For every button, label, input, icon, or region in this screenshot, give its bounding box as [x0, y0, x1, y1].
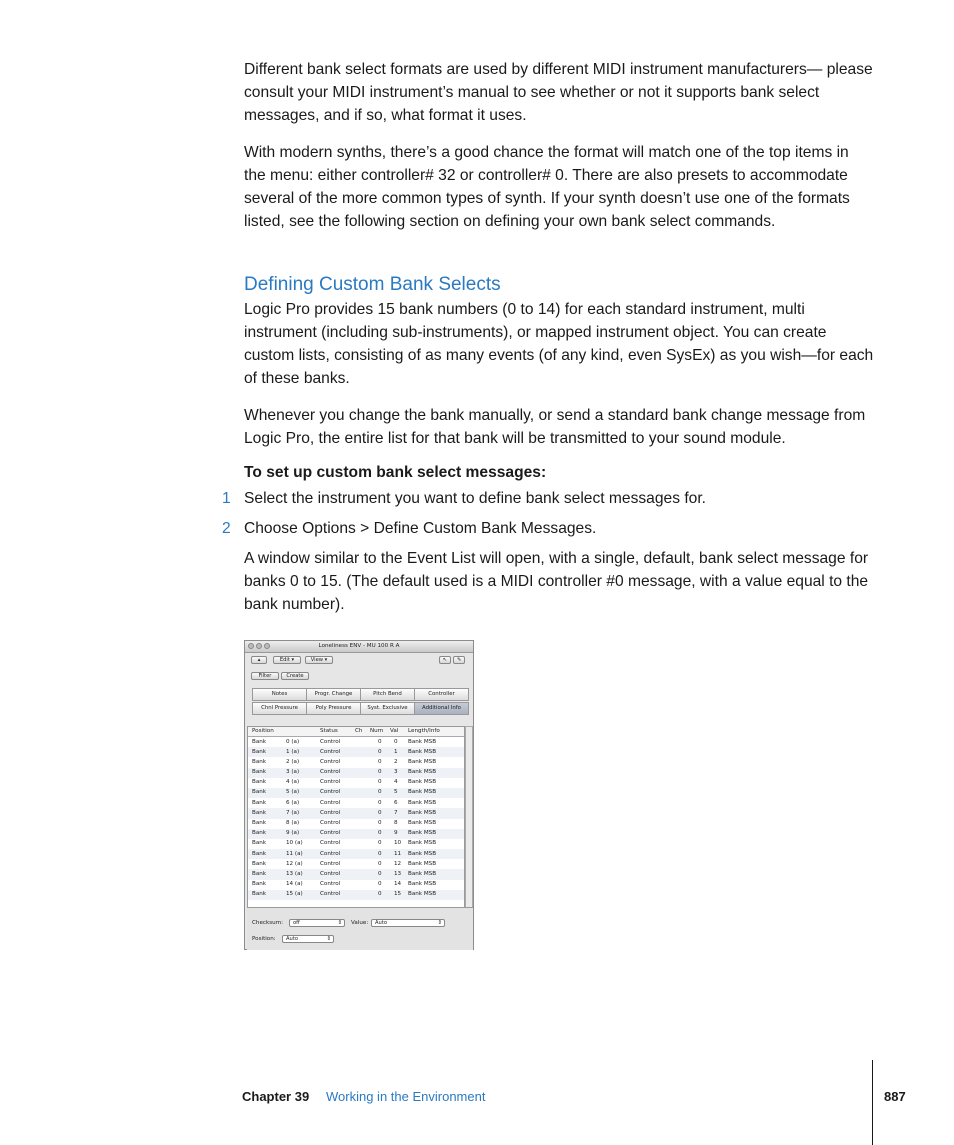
row-num: 0 — [378, 779, 382, 786]
row-bank-number: 1 (a) — [286, 748, 300, 755]
tab-controller[interactable]: Controller — [414, 688, 469, 701]
row-info: Bank MSB — [408, 881, 437, 888]
row-position: Bank — [252, 748, 267, 755]
row-info: Bank MSB — [408, 738, 437, 745]
tab-chnl-pressure[interactable]: Chnl Pressure — [252, 702, 307, 715]
table-row[interactable] — [248, 747, 464, 757]
row-num: 0 — [378, 870, 382, 877]
row-num: 0 — [378, 769, 382, 776]
bank-messages-window — [244, 640, 474, 950]
row-info: Bank MSB — [408, 758, 437, 765]
row-num: 0 — [378, 820, 382, 826]
row-val: 12 — [394, 860, 402, 867]
row-val: 10 — [394, 840, 402, 847]
row-info: Bank MSB — [408, 769, 437, 776]
row-bank-number: 3 (a) — [286, 769, 300, 776]
row-val: 13 — [394, 870, 402, 877]
row-val: 6 — [394, 799, 398, 806]
task-label: To set up custom bank select messages: — [244, 464, 547, 481]
row-position: Bank — [252, 870, 267, 877]
row-position: Bank — [252, 799, 267, 806]
row-val: 2 — [394, 758, 398, 765]
bank-change-paragraph: Whenever you change the bank manually, or send a standard bank change message from Logic Pro, the entire list for that bank will be transmitted to your sound module. — [244, 407, 866, 447]
row-info: Bank MSB — [408, 870, 437, 877]
tab-syst-exclusive[interactable]: Syst. Exclusive — [360, 702, 415, 715]
table-row[interactable] — [248, 737, 464, 747]
filter-button[interactable]: Filter — [251, 672, 279, 680]
column-length-info[interactable]: Length/Info — [408, 728, 440, 734]
checksum-label: Checksum: — [252, 920, 284, 926]
page-number: 887 — [884, 1089, 906, 1104]
row-num: 0 — [378, 789, 382, 796]
row-status: Control — [320, 809, 341, 816]
row-bank-number: 10 (a) — [286, 840, 303, 847]
window-description-paragraph: A window similar to the Event List will open, with a single, default, bank select message for banks 0 to 15. (The default used is a MIDI controller #0 message, with a value equal to the bank number). — [244, 550, 869, 613]
row-info: Bank MSB — [408, 850, 437, 857]
position-label: Position: — [252, 936, 276, 942]
edit-menu[interactable]: Edit ▾ — [273, 656, 301, 664]
row-status: Control — [320, 789, 341, 796]
pointer-tool-icon[interactable]: ↖ — [439, 656, 451, 664]
row-info: Bank MSB — [408, 891, 437, 898]
position-value: Auto — [286, 936, 299, 942]
row-val: 1 — [394, 748, 398, 755]
row-num: 0 — [378, 738, 382, 745]
row-status: Control — [320, 830, 341, 837]
row-info: Bank MSB — [408, 779, 437, 786]
bottom-options — [247, 907, 473, 950]
row-status: Control — [320, 738, 341, 745]
row-position: Bank — [252, 820, 267, 826]
link-icon[interactable]: ▴ — [251, 656, 267, 664]
row-num: 0 — [378, 758, 382, 765]
tab-pitch-bend[interactable]: Pitch Bend — [360, 688, 415, 701]
row-num: 0 — [378, 850, 382, 857]
row-val: 8 — [394, 820, 398, 826]
footer-divider — [872, 1060, 873, 1145]
row-bank-number: 8 (a) — [286, 820, 300, 826]
row-position: Bank — [252, 881, 267, 888]
view-menu[interactable]: View ▾ — [305, 656, 333, 664]
row-val: 7 — [394, 809, 398, 816]
row-status: Control — [320, 850, 341, 857]
pencil-tool-icon[interactable]: ✎ — [453, 656, 465, 664]
row-bank-number: 6 (a) — [286, 799, 300, 806]
row-bank-number: 14 (a) — [286, 881, 303, 888]
column-status[interactable]: Status — [320, 728, 338, 734]
edit-menu-label: Edit — [279, 657, 290, 663]
row-status: Control — [320, 881, 341, 888]
view-menu-label: View — [310, 657, 324, 663]
row-position: Bank — [252, 809, 267, 816]
row-bank-number: 2 (a) — [286, 758, 300, 765]
tab-notes[interactable]: Notes — [252, 688, 307, 701]
row-status: Control — [320, 840, 341, 847]
column-position[interactable]: Position — [252, 728, 274, 734]
row-info: Bank MSB — [408, 840, 437, 847]
updown-icon: ⇕ — [437, 920, 442, 926]
intro-paragraph: Different bank select formats are used by different MIDI instrument manufacturers— please consult your MIDI instrument’s manual to see whether or not it supports bank select messages, and if so, what format it uses. — [244, 61, 873, 124]
table-row[interactable] — [248, 890, 464, 900]
footer-chapter: Chapter 39 — [242, 1089, 310, 1104]
row-status: Control — [320, 779, 341, 786]
row-bank-number: 4 (a) — [286, 779, 300, 786]
window-titlebar[interactable] — [245, 641, 473, 653]
table-row[interactable] — [248, 808, 464, 818]
tab-progr-change[interactable]: Progr. Change — [306, 688, 361, 701]
row-position: Bank — [252, 738, 267, 745]
event-type-tabs-row2 — [252, 702, 468, 715]
row-status: Control — [320, 748, 341, 755]
row-position: Bank — [252, 789, 267, 796]
row-status: Control — [320, 860, 341, 867]
modern-synths-paragraph: With modern synths, there’s a good chance the format will match one of the top items in the menu: either controller# 32 or controller# 0. There are also presets to accommodate several of the more common types of synth. If your synth doesn’t use one of the formats listed, see the following section on defining your own bank select commands. — [244, 144, 850, 230]
row-val: 11 — [394, 850, 402, 857]
row-info: Bank MSB — [408, 830, 437, 837]
table-header — [248, 727, 464, 737]
row-info: Bank MSB — [408, 799, 437, 806]
column-val[interactable]: Val — [390, 728, 399, 734]
position-select[interactable] — [282, 935, 334, 943]
row-val: 14 — [394, 881, 402, 888]
row-info: Bank MSB — [408, 789, 437, 796]
row-info: Bank MSB — [408, 860, 437, 867]
table-scrollbar[interactable] — [465, 726, 473, 908]
row-num: 0 — [378, 809, 382, 816]
row-status: Control — [320, 758, 341, 765]
table-row[interactable] — [248, 829, 464, 839]
row-num: 0 — [378, 748, 382, 755]
step-text: Select the instrument you want to define bank select messages for. — [244, 490, 707, 507]
row-val: 3 — [394, 769, 398, 776]
row-bank-number: 13 (a) — [286, 870, 303, 877]
row-status: Control — [320, 891, 341, 898]
value-value: Auto — [375, 920, 388, 926]
table-row[interactable] — [248, 757, 464, 767]
section-heading: Defining Custom Bank Selects — [244, 274, 501, 295]
value-label: Value: — [351, 920, 369, 926]
column-num[interactable]: Num — [370, 728, 384, 734]
row-num: 0 — [378, 881, 382, 888]
row-val: 9 — [394, 830, 398, 837]
table-row[interactable] — [248, 869, 464, 879]
table-row[interactable] — [248, 880, 464, 890]
row-bank-number: 5 (a) — [286, 789, 300, 796]
custom-banks-paragraph: Logic Pro provides 15 bank numbers (0 to 14) for each standard instrument, multi instrument (including sub-instruments), or mapped instrument object. You can create custom lists, consisting of as many events (of any kind, even SysEx) as you wish—for each of these banks. — [244, 301, 874, 387]
table-row[interactable] — [248, 788, 464, 798]
row-bank-number: 0 (a) — [286, 738, 300, 745]
step-number: 2 — [222, 520, 231, 537]
row-status: Control — [320, 799, 341, 806]
row-bank-number: 15 (a) — [286, 891, 303, 898]
footer-section-link[interactable]: Working in the Environment — [326, 1089, 486, 1104]
table-row[interactable] — [248, 768, 464, 778]
row-val: 5 — [394, 789, 398, 796]
column-ch[interactable]: Ch — [355, 728, 363, 734]
table-row[interactable] — [248, 798, 464, 808]
tab-poly-pressure[interactable]: Poly Pressure — [306, 702, 361, 715]
window-title: Loneliness ENV - MU 100 R A — [318, 643, 400, 649]
row-status: Control — [320, 769, 341, 776]
table-row[interactable] — [248, 778, 464, 788]
row-position: Bank — [252, 769, 267, 776]
row-status: Control — [320, 820, 341, 826]
row-info: Bank MSB — [408, 820, 437, 826]
event-type-tabs-row1 — [252, 688, 468, 701]
create-button[interactable]: Create — [281, 672, 309, 680]
row-position: Bank — [252, 758, 267, 765]
updown-icon: ⇕ — [337, 920, 342, 926]
checksum-value: off — [293, 920, 300, 926]
row-val: 15 — [394, 891, 402, 898]
table-row[interactable] — [248, 849, 464, 859]
row-num: 0 — [378, 860, 382, 867]
tab-additional-info[interactable]: Additional Info — [414, 702, 469, 715]
row-position: Bank — [252, 830, 267, 837]
row-position: Bank — [252, 850, 267, 857]
row-status: Control — [320, 870, 341, 877]
step-number: 1 — [222, 490, 231, 507]
table-row[interactable] — [248, 859, 464, 869]
row-info: Bank MSB — [408, 748, 437, 755]
row-info: Bank MSB — [408, 809, 437, 816]
row-num: 0 — [378, 830, 382, 837]
row-num: 0 — [378, 840, 382, 847]
table-body — [248, 737, 464, 900]
value-select[interactable] — [371, 919, 445, 927]
row-position: Bank — [252, 891, 267, 898]
row-num: 0 — [378, 891, 382, 898]
updown-icon: ⇕ — [326, 936, 331, 942]
row-position: Bank — [252, 779, 267, 786]
step-text: Choose Options > Define Custom Bank Messages. — [244, 520, 597, 537]
table-row[interactable] — [248, 839, 464, 849]
row-val: 4 — [394, 779, 398, 786]
table-row[interactable] — [248, 819, 464, 829]
row-bank-number: 12 (a) — [286, 860, 303, 867]
row-num: 0 — [378, 799, 382, 806]
row-bank-number: 11 (a) — [286, 850, 303, 857]
row-bank-number: 7 (a) — [286, 809, 300, 816]
row-position: Bank — [252, 860, 267, 867]
checksum-select[interactable] — [289, 919, 345, 927]
row-val: 0 — [394, 738, 398, 745]
row-position: Bank — [252, 840, 267, 847]
row-bank-number: 9 (a) — [286, 830, 300, 837]
